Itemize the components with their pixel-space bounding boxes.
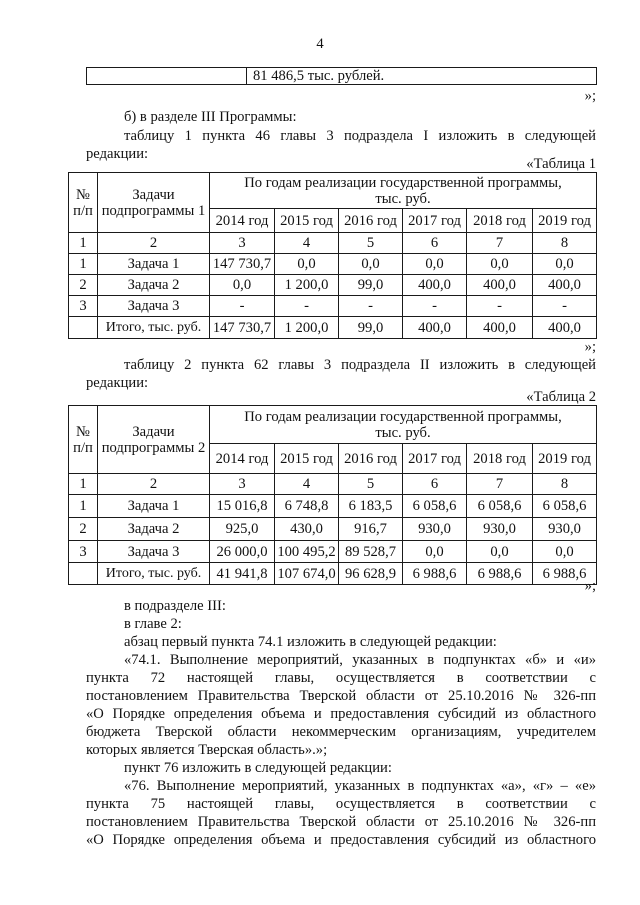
paragraph-table2-intro: таблицу 2 пункта 62 главы 3 подраздела II изложить в следующей	[124, 357, 596, 373]
table1-cell: 147 730,7	[210, 254, 275, 275]
table1-cell: 400,0	[533, 317, 597, 339]
table1-year-cell: 2016 год	[339, 209, 403, 233]
table1-cell: Задача 2	[98, 275, 210, 296]
table1-header-task	[98, 173, 210, 233]
table1-header-num-line2: п/п	[73, 202, 93, 219]
paragraph-table2-intro-cont: редакции:	[86, 375, 149, 391]
table2-cell: 930,0	[533, 518, 597, 541]
table2-colnum-cell: 3	[210, 474, 275, 495]
table1-cell: 0,0	[210, 275, 275, 296]
table1-cell: 147 730,7	[210, 317, 275, 339]
table1-cell: 400,0	[467, 275, 533, 296]
table2-year-cell: 2015 год	[275, 444, 339, 474]
table1-cell: -	[467, 296, 533, 317]
table1-cell: 0,0	[275, 254, 339, 275]
text-line: «74.1. Выполнение мероприятий, указанных в подпунктах «б» и «и»	[124, 652, 596, 668]
table1-colnum-cell: 5	[339, 233, 403, 254]
table1-year-cell: 2018 год	[467, 209, 533, 233]
table2-cell: 0,0	[533, 541, 597, 563]
table1-colnum-cell: 2	[98, 233, 210, 254]
table1-cell: 400,0	[403, 317, 467, 339]
table-1	[68, 172, 597, 339]
table1-caption: «Таблица 1	[526, 156, 596, 172]
table2-cell: 6 058,6	[533, 495, 597, 518]
table1-cell: 400,0	[533, 275, 597, 296]
table2-cell: 107 674,0	[275, 563, 339, 585]
text-line: постановлением Правительства Тверской области от 25.10.2016 № 326-пп	[86, 688, 596, 704]
page-number: 4	[316, 36, 324, 52]
table-2	[68, 405, 597, 585]
table1-cell: 1 200,0	[275, 275, 339, 296]
table1-header-num	[69, 173, 98, 233]
table1-cell: 99,0	[339, 275, 403, 296]
table1-cell: -	[210, 296, 275, 317]
text-line: бюджета Тверской области некоммерческим организациям, учредителем	[86, 724, 596, 740]
table1-cell: 99,0	[339, 317, 403, 339]
table2-year-cell: 2019 год	[533, 444, 597, 474]
table2-header-num-line1: №	[76, 423, 90, 440]
table2-colnum-cell: 7	[467, 474, 533, 495]
text-line: в подразделе III:	[124, 598, 226, 614]
table1-cell	[69, 317, 98, 339]
text-line: пункта 72 настоящей главы, осуществляется в соответствии с	[86, 670, 596, 686]
table1-colnum-cell: 1	[69, 233, 98, 254]
text-line: «76. Выполнение мероприятий, указанных в подпунктах «а», «г» – «е»	[124, 778, 596, 794]
table2-header-group-line1: По годам реализации государственной программы,	[244, 408, 562, 425]
table1-header-num-line1: №	[76, 186, 90, 203]
table1-year-cell: 2014 год	[210, 209, 275, 233]
table2-cell: 2	[69, 518, 98, 541]
table1-year-cell: 2015 год	[275, 209, 339, 233]
table2-cell: 925,0	[210, 518, 275, 541]
table1-cell: -	[403, 296, 467, 317]
top-amount-table	[86, 67, 597, 85]
table2-colnum-cell: 6	[403, 474, 467, 495]
table2-cell: 26 000,0	[210, 541, 275, 563]
closing-quote-2: »;	[584, 339, 596, 355]
table2-year-cell: 2016 год	[339, 444, 403, 474]
table1-header-task-line1: Задачи	[132, 186, 175, 203]
table1-cell: -	[275, 296, 339, 317]
table2-cell: 930,0	[403, 518, 467, 541]
table2-cell: 3	[69, 541, 98, 563]
table1-cell: 0,0	[533, 254, 597, 275]
top-table-amount: 81 486,5 тыс. рублей.	[247, 68, 597, 85]
table1-cell: Задача 1	[98, 254, 210, 275]
table2-cell: 0,0	[403, 541, 467, 563]
table2-row	[69, 541, 597, 563]
closing-quote-3: »;	[584, 578, 596, 594]
table2-cell: 89 528,7	[339, 541, 403, 563]
table1-row	[69, 254, 597, 275]
table2-cell: 6 058,6	[403, 495, 467, 518]
table2-cell: 100 495,2	[275, 541, 339, 563]
table2-colnum-cell: 4	[275, 474, 339, 495]
table2-cell: Задача 2	[98, 518, 210, 541]
table2-header-group	[210, 406, 597, 444]
table2-year-cell: 2014 год	[210, 444, 275, 474]
table2-caption: «Таблица 2	[526, 389, 596, 405]
table1-cell: -	[533, 296, 597, 317]
paragraph-table1-intro: таблицу 1 пункта 46 главы 3 подраздела I изложить в следующей	[124, 128, 596, 144]
table1-cell: -	[339, 296, 403, 317]
table1-colnum-cell: 3	[210, 233, 275, 254]
table2-cell: 6 988,6	[467, 563, 533, 585]
table1-colnum-cell: 8	[533, 233, 597, 254]
table1-cell: 1 200,0	[275, 317, 339, 339]
table2-cell: 41 941,8	[210, 563, 275, 585]
table1-cell: 0,0	[339, 254, 403, 275]
table2-colnum-row	[69, 474, 597, 495]
table1-header-task-line2: подпрограммы 1	[101, 202, 206, 219]
table2-cell: 0,0	[467, 541, 533, 563]
text-line: пункт 76 изложить в следующей редакции:	[124, 760, 392, 776]
table1-cell: 3	[69, 296, 98, 317]
table1-cell: 400,0	[467, 317, 533, 339]
table2-cell: Задача 3	[98, 541, 210, 563]
table2-cell: 96 628,9	[339, 563, 403, 585]
table1-year-cell: 2017 год	[403, 209, 467, 233]
table2-cell: Итого, тыс. руб.	[98, 563, 210, 585]
table2-cell: 15 016,8	[210, 495, 275, 518]
paragraph-table1-intro-cont: редакции:	[86, 146, 149, 162]
table1-header-group-line2: тыс. руб.	[375, 190, 431, 207]
table2-colnum-cell: 1	[69, 474, 98, 495]
table1-cell: Итого, тыс. руб.	[98, 317, 210, 339]
table1-cell: Задача 3	[98, 296, 210, 317]
table1-row	[69, 296, 597, 317]
text-line: абзац первый пункта 74.1 изложить в следующей редакции:	[124, 634, 497, 650]
text-line: в главе 2:	[124, 616, 182, 632]
table2-year-cell: 2018 год	[467, 444, 533, 474]
table2-cell: 1	[69, 495, 98, 518]
text-line: «О Порядке определения объема и предоставления субсидий из областного	[86, 706, 596, 722]
table2-header-num	[69, 406, 98, 474]
table2-header-group-line2: тыс. руб.	[375, 424, 431, 441]
text-line: пункта 75 настоящей главы, осуществляется в соответствии с	[86, 796, 596, 812]
table1-year-cell: 2019 год	[533, 209, 597, 233]
table1-total-row	[69, 317, 597, 339]
text-line: постановлением Правительства Тверской области от 25.10.2016 № 326-пп	[86, 814, 596, 830]
table2-header-task	[98, 406, 210, 474]
table1-cell: 0,0	[403, 254, 467, 275]
table2-cell: 6 183,5	[339, 495, 403, 518]
table1-header-group-line1: По годам реализации государственной программы,	[244, 174, 562, 191]
table2-cell: 6 058,6	[467, 495, 533, 518]
table2-year-cell: 2017 год	[403, 444, 467, 474]
table2-colnum-cell: 5	[339, 474, 403, 495]
closing-quote-1: »;	[584, 88, 596, 104]
table2-header-task-line1: Задачи	[132, 423, 175, 440]
table2-colnum-cell: 8	[533, 474, 597, 495]
table2-header-task-line2: подпрограммы 2	[101, 439, 206, 456]
table1-cell: 2	[69, 275, 98, 296]
table2-cell: Задача 1	[98, 495, 210, 518]
table1-cell: 0,0	[467, 254, 533, 275]
table2-row	[69, 518, 597, 541]
table2-colnum-cell: 2	[98, 474, 210, 495]
text-line: которых является Тверская область».»;	[86, 742, 328, 758]
table2-cell: 930,0	[467, 518, 533, 541]
table1-cell: 400,0	[403, 275, 467, 296]
text-line: «О Порядке определения объема и предоставления субсидий из областного	[86, 832, 596, 848]
table2-cell: 6 988,6	[533, 563, 597, 585]
table1-row	[69, 275, 597, 296]
table1-cell: 1	[69, 254, 98, 275]
table1-header-group	[210, 173, 597, 209]
paragraph-b: б) в разделе III Программы:	[124, 109, 297, 125]
table1-colnum-row	[69, 233, 597, 254]
table2-header-num-line2: п/п	[73, 439, 93, 456]
table2-cell: 430,0	[275, 518, 339, 541]
table2-cell: 6 988,6	[403, 563, 467, 585]
table1-colnum-cell: 7	[467, 233, 533, 254]
table2-row	[69, 495, 597, 518]
table1-colnum-cell: 6	[403, 233, 467, 254]
table2-cell: 916,7	[339, 518, 403, 541]
table1-colnum-cell: 4	[275, 233, 339, 254]
table2-cell: 6 748,8	[275, 495, 339, 518]
top-table-empty-cell	[87, 68, 247, 85]
